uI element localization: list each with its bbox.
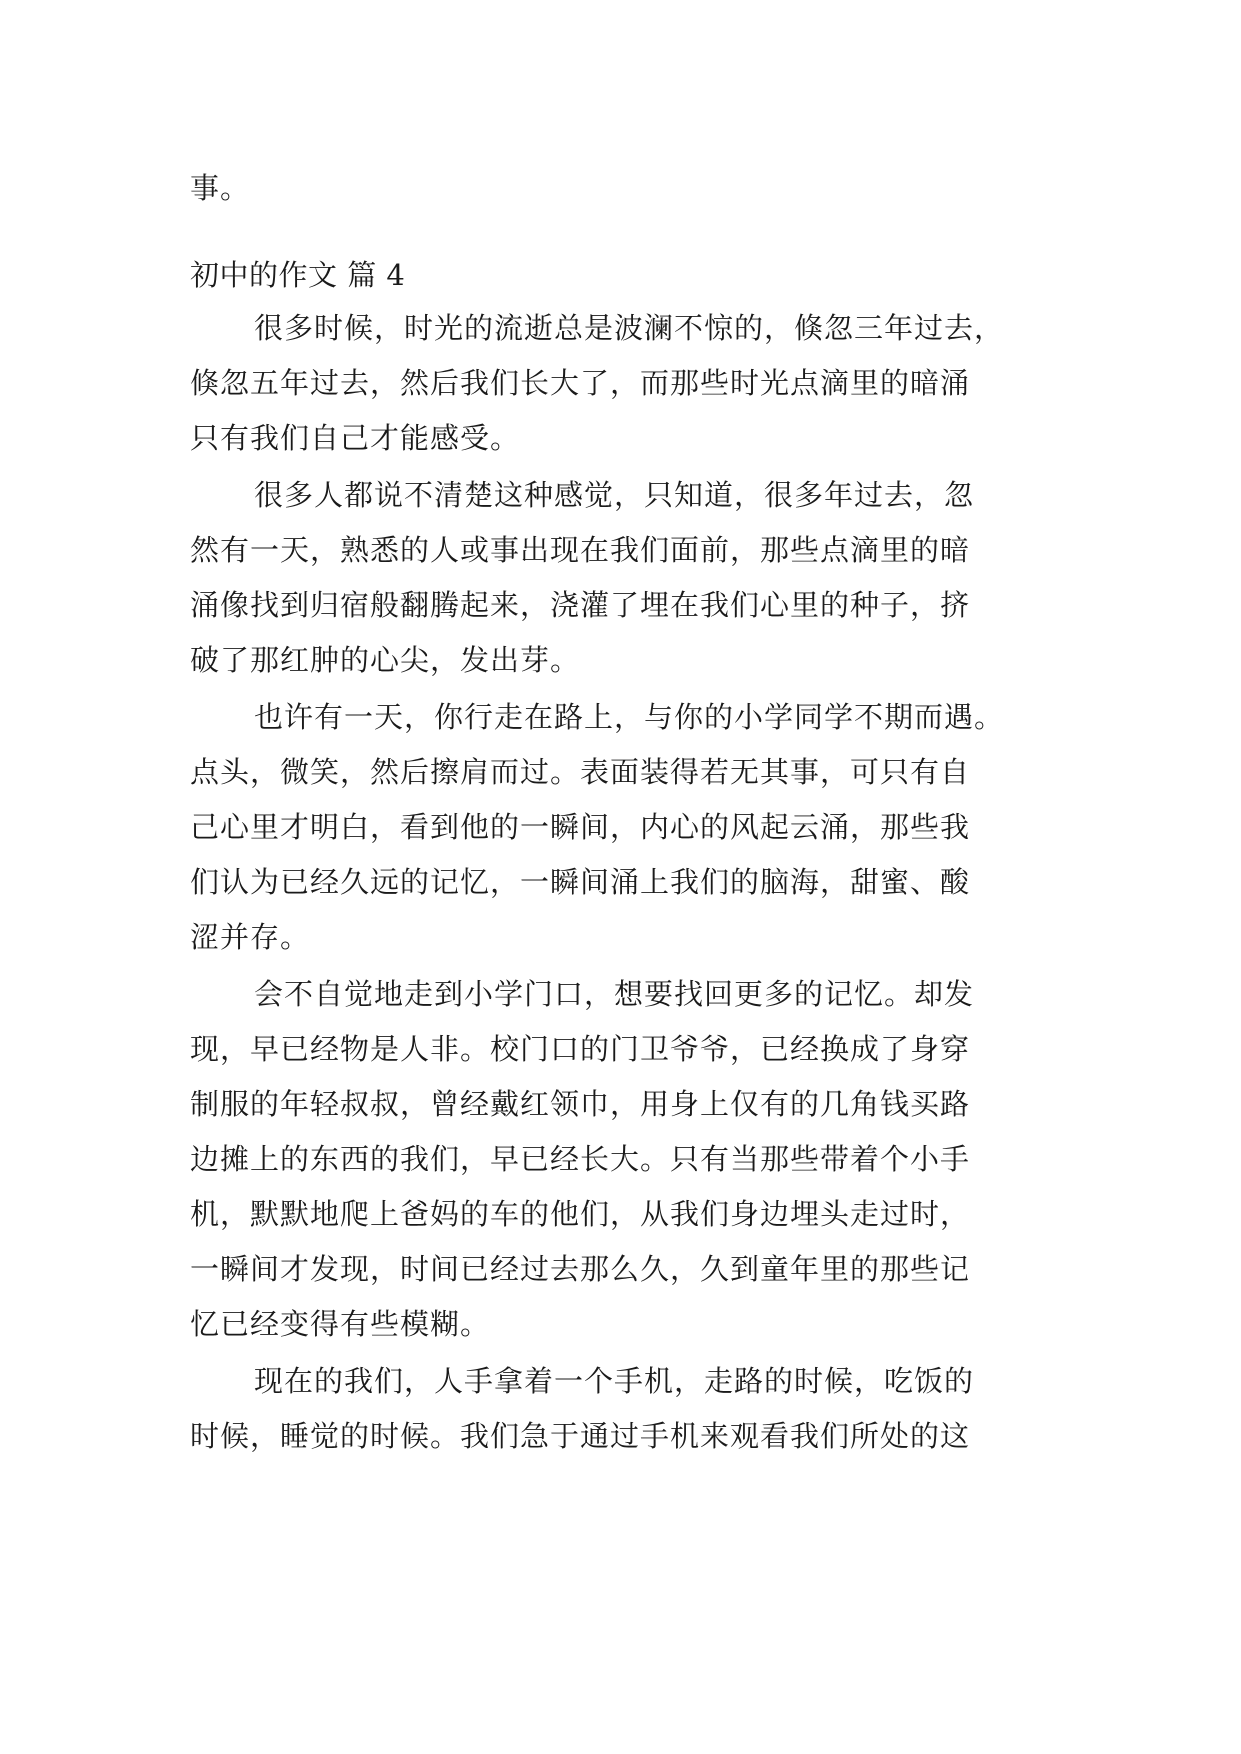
paragraph-line: 涌像找到归宿般翻腾起来，浇灌了埋在我们心里的种子，挤	[190, 588, 971, 622]
paragraph-line: 忆已经变得有些模糊。	[190, 1307, 491, 1341]
section-title: 初中的作文 篇 4	[190, 258, 406, 292]
paragraph-line: 现在的我们，人手拿着一个手机，走路的时候，吃饭的	[254, 1364, 975, 1398]
paragraph-line: 边摊上的东西的我们，早已经长大。只有当那些带着个小手	[190, 1142, 971, 1176]
paragraph-line: 们认为已经久远的记忆，一瞬间涌上我们的脑海，甜蜜、酸	[190, 865, 971, 899]
paragraph-line: 很多人都说不清楚这种感觉，只知道，很多年过去，忽	[254, 478, 975, 512]
paragraph-line: 涩并存。	[190, 920, 311, 954]
paragraph-line: 也许有一天，你行走在路上，与你的小学同学不期而遇。	[254, 700, 1005, 734]
paragraph-line: 倏忽五年过去，然后我们长大了，而那些时光点滴里的暗涌	[190, 366, 971, 400]
paragraph-line: 然有一天，熟悉的人或事出现在我们面前，那些点滴里的暗	[190, 533, 971, 567]
paragraph-line: 现，早已经物是人非。校门口的门卫爷爷，已经换成了身穿	[190, 1032, 971, 1066]
fragment-end-text: 事。	[190, 171, 251, 205]
paragraph-line: 机，默默地爬上爸妈的车的他们，从我们身边埋头走过时，	[190, 1197, 971, 1231]
paragraph-line: 很多时候，时光的流逝总是波澜不惊的，倏忽三年过去，	[254, 311, 1005, 345]
paragraph-line: 时候，睡觉的时候。我们急于通过手机来观看我们所处的这	[190, 1419, 971, 1453]
paragraph-line: 会不自觉地走到小学门口，想要找回更多的记忆。却发	[254, 977, 975, 1011]
paragraph-line: 制服的年轻叔叔，曾经戴红领巾，用身上仅有的几角钱买路	[190, 1087, 971, 1121]
paragraph-line: 一瞬间才发现，时间已经过去那么久，久到童年里的那些记	[190, 1252, 971, 1286]
paragraph-line: 只有我们自己才能感受。	[190, 421, 521, 455]
paragraph-line: 己心里才明白，看到他的一瞬间，内心的风起云涌，那些我	[190, 810, 971, 844]
paragraph-line: 点头，微笑，然后擦肩而过。表面装得若无其事，可只有自	[190, 755, 971, 789]
paragraph-line: 破了那红肿的心尖，发出芽。	[190, 643, 581, 677]
